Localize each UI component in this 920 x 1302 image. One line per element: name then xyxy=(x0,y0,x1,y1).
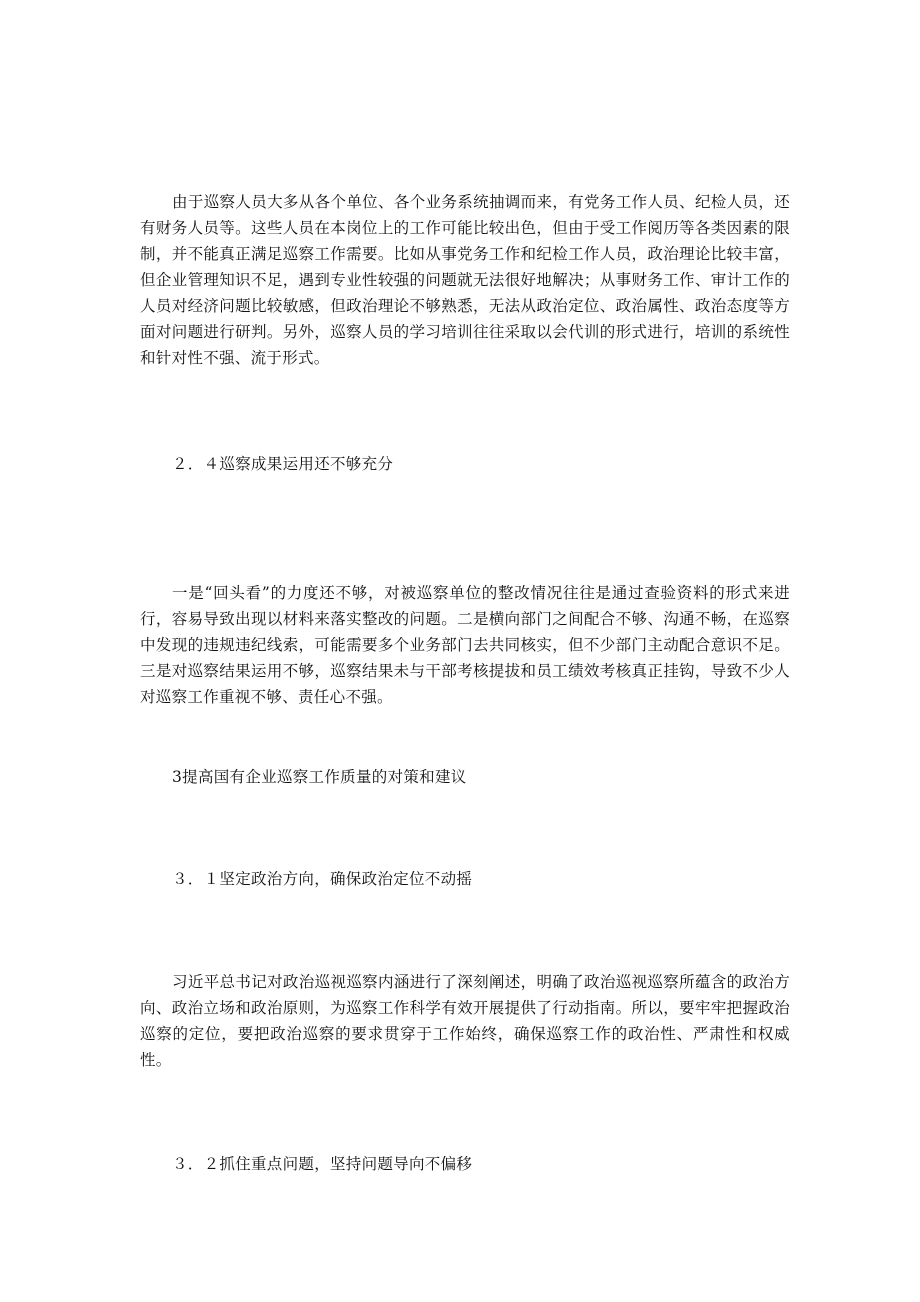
body-paragraph: 一是“回头看”的力度还不够，对被巡察单位的整改情况往往是通过查验资料的形式来进行，容易导致出现以材料来落实整改的问题。二是横向部门之间配合不够、沟通不畅，在巡察中发现的违规违纪线索，可能需要多个业务部门去共同核实，但不少部门主动配合意识不足。三是对巡察结果运用不够，巡察结果未与干部考核提拔和员工绩效考核真正挂钩，导致不少人对巡察工作重视不够、责任心不强。 xyxy=(140,584,790,706)
section-heading-2-4: ２．４巡察成果运用还不够充分 xyxy=(172,455,394,473)
section-heading-3-2: ３．２抓住重点问题，坚持问题导向不偏移 xyxy=(172,1155,473,1173)
body-paragraph: 由于巡察人员大多从各个单位、各个业务系统抽调而来，有党务工作人员、纪检人员，还有财务人员等。这些人员在本岗位上的工作可能比较出色，但由于受工作阅历等各类因素的限制，并不能真正满足巡察工作需要。比如从事党务工作和纪检工作人员，政治理论比较丰富，但企业管理知识不足，遇到专业性较强的问题就无法很好地解决；从事财务工作、审计工作的人员对经济问题比较敏感，但政治理论不够熟悉，无法从政治定位、政治属性、政治态度等方面对问题进行研判。另外，巡察人员的学习培训往往采取以会代训的形式进行，培训的系统性和针对性不强、流于形式。 xyxy=(140,193,790,367)
section-heading-3-1: ３．１坚定政治方向，确保政治定位不动摇 xyxy=(172,870,473,888)
section-heading-3: 3提高国有企业巡察工作质量的对策和建议 xyxy=(172,768,467,786)
body-paragraph: 习近平总书记对政治巡视巡察内涵进行了深刻阐述，明确了政治巡视巡察所蕴含的政治方向、政治立场和政治原则，为巡察工作科学有效开展提供了行动指南。所以，要牢牢把握政治巡察的定位，要把政治巡察的要求贯穿于工作始终，确保巡察工作的政治性、严肃性和权威性。 xyxy=(140,973,790,1069)
